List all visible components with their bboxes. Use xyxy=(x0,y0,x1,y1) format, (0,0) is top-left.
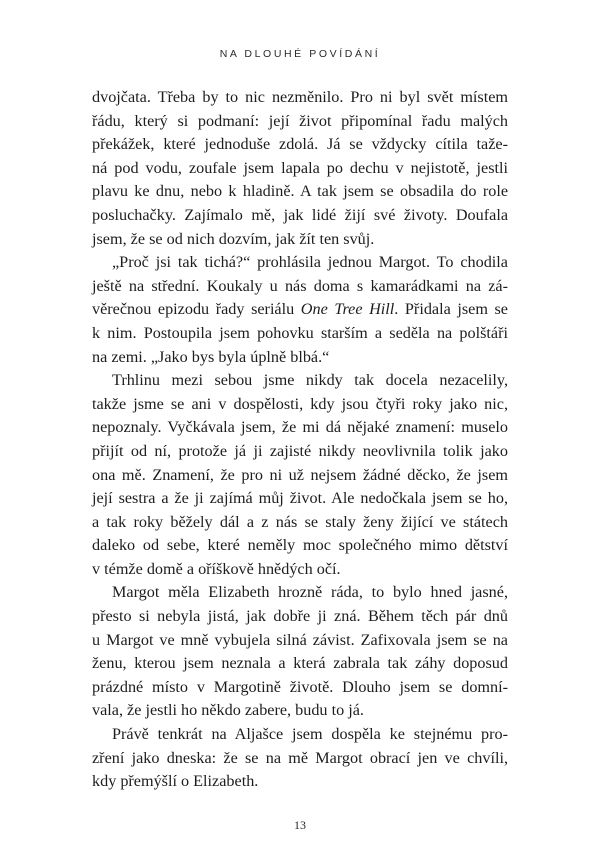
text-line: v témže domě a oříškově hnědých očí. xyxy=(92,559,341,578)
paragraph xyxy=(92,723,508,794)
text-line: Právě tenkrát na Aljašce jsem dospěla ke stejnému pro- xyxy=(112,725,508,744)
text-line: u Margot ve mně vybujela silná závist. Zafixovala jsem se na xyxy=(92,630,508,649)
paragraph xyxy=(92,581,508,723)
text-line: přesto si nebyla jistá, jak dobře ji zná. Během těch pár dnů xyxy=(92,607,508,626)
text-line: ještě na střední. Koukaly u nás doma s kamarádkami na zá- xyxy=(92,276,508,295)
text-line: ná pod vodu, zoufale jsem lapala po dechu v nejistotě, jestli xyxy=(92,158,508,177)
text-line: jsem, že se od nich dozvím, jak žít ten svůj. xyxy=(92,229,375,248)
text-line: přijít od ní, protože já ji zajisté nikdy neovlivnila tolik jako xyxy=(92,441,508,460)
text-line: nepoznaly. Vyčkávala jsem, že mi dá nějaké znamení: muselo xyxy=(92,418,508,437)
text-line: prázdné místo v Margotině životě. Dlouho jsem se domní- xyxy=(92,677,508,696)
text-line: řádu, který si podmaní: její život připomínal řadu malých xyxy=(92,111,508,130)
page-number: 13 xyxy=(294,818,306,832)
text-line: plavu ke dnu, nebo k hladině. A tak jsem se obsadila do role xyxy=(92,182,508,201)
text-line: zření jako dneska: že se na mě Margot obrací jen ve chvíli, xyxy=(92,748,508,767)
text-line: překážek, které jednoduše zdolá. Já se vždycky cítila taže- xyxy=(92,135,508,154)
text-line: Margot měla Elizabeth hrozně ráda, to bylo hned jasné, xyxy=(112,583,508,602)
text-line: na zemi. „Jako bys byla úplně blbá.“ xyxy=(92,347,330,366)
text-line: a tak roky běžely dál a z nás se staly ženy žijící ve státech xyxy=(92,512,508,531)
text-line: její sestra a že ji zajímá můj život. Ale nedočkala jsem se ho, xyxy=(92,489,508,508)
running-head: NA DLOUHÉ POVÍDÁNÍ xyxy=(219,48,381,60)
body-text xyxy=(92,86,508,794)
text-line: dvojčata. Třeba by to nic nezměnilo. Pro ni byl svět místem xyxy=(92,88,508,106)
text-line: kdy přemýšlí o Elizabeth. xyxy=(92,772,259,791)
paragraph xyxy=(92,251,508,369)
text-line: „Proč jsi tak tichá?“ prohlásila jednou Margot. To chodila xyxy=(112,253,508,272)
paragraph xyxy=(92,86,508,251)
series-title: One Tree Hill xyxy=(300,300,395,319)
text-line: věrečnou epizodu řady seriálu One Tree Hill. Přidala jsem se xyxy=(92,300,508,319)
text-line: daleko od sebe, které neměly moc společného mimo dětství xyxy=(92,536,508,555)
text-line: ona mě. Znamení, že pro ni už nejsem žádné děcko, že jsem xyxy=(92,465,508,484)
text-line: k nim. Postoupila jsem pohovku starším a seděla na polštáři xyxy=(92,323,508,342)
text-line: Trhlinu mezi sebou jsme nikdy tak docela nezacelily, xyxy=(112,371,508,390)
text-line: takže jsme se ani v dospělosti, kdy jsou čtyři roky jako nic, xyxy=(92,394,508,413)
paragraph xyxy=(92,369,508,581)
text-line: posluchačky. Zajímalo mě, jak lidé žijí své životy. Doufala xyxy=(92,205,508,224)
text-line: ženu, kterou jsem neznala a která zabrala tak záhy doposud xyxy=(92,654,508,673)
text-line: vala, že jestli ho někdo zabere, budu to já. xyxy=(92,701,364,720)
